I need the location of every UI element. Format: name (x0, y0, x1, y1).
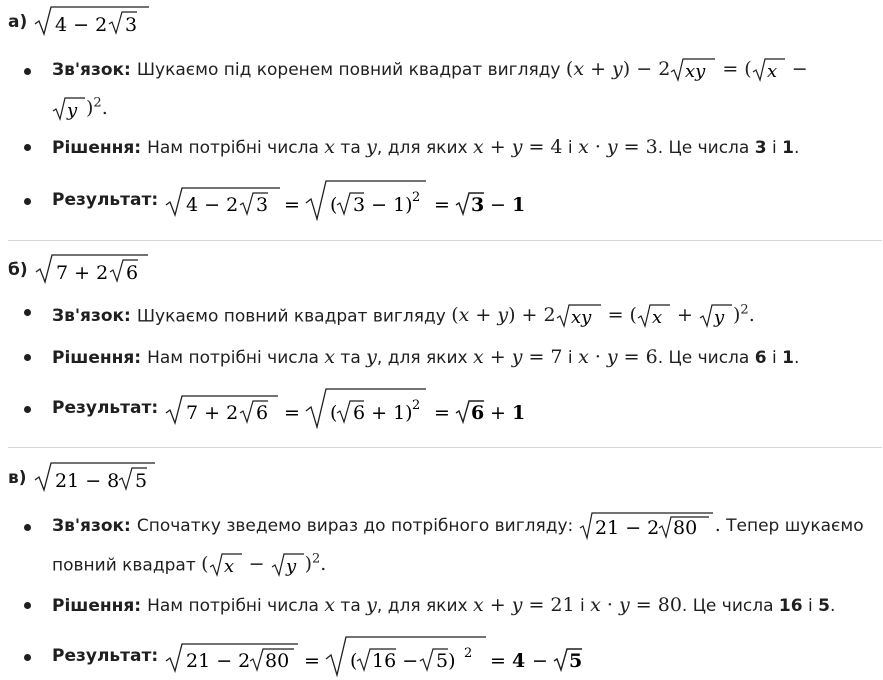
svg-text:6: 6 (471, 402, 485, 424)
svg-text:6: 6 (125, 262, 138, 284)
svg-text:+: + (490, 402, 507, 424)
section-heading (8, 2, 153, 42)
svg-text:xy: xy (685, 61, 706, 82)
svg-text:(: ( (330, 194, 338, 216)
svg-text:3 − 1): 3 − 1) (353, 194, 413, 216)
connection-label: Зв'язок: (52, 60, 131, 80)
number-2: 1 (782, 348, 794, 368)
product-value: 80 (657, 594, 682, 616)
solution-label: Рішення: (52, 348, 142, 368)
connection-label: Зв'язок: (52, 306, 131, 327)
svg-text:2: 2 (412, 190, 421, 205)
result-text (52, 388, 871, 428)
product-value: 6 (645, 346, 658, 368)
result-text (52, 180, 871, 220)
svg-text:4 − 2: 4 − 2 (55, 14, 108, 36)
result-label: Результат: (52, 190, 159, 210)
section-divider (8, 240, 882, 241)
connection-formula: (x + y) + 2 xy = ( x + y )$^2$. (451, 303, 755, 329)
svg-text:5): 5) (436, 650, 456, 672)
product-value: 3 (645, 136, 658, 158)
bullet-dot (24, 524, 31, 531)
connection-desc: Спочатку зведемо вираз до потрібного вигляду: (136, 516, 574, 536)
svg-text:16 −: 16 − (372, 650, 419, 672)
svg-text:1: 1 (512, 402, 526, 424)
svg-text:80: 80 (672, 517, 697, 539)
svg-text:5: 5 (134, 470, 147, 492)
svg-text:3: 3 (256, 194, 269, 216)
connection-text (52, 52, 871, 126)
connection-desc: Шукаємо повний квадрат вигляду (136, 306, 446, 327)
svg-text:21 − 2: 21 − 2 (594, 517, 659, 539)
svg-text:(: ( (350, 650, 358, 672)
svg-text:4 − 2: 4 − 2 (186, 194, 239, 216)
bullet-dot (24, 68, 31, 75)
svg-text:y: y (285, 556, 296, 578)
sum-value: 7 (550, 346, 563, 368)
connection-formula-cont: y )$^2$. (52, 97, 108, 119)
number-2: 1 (782, 138, 794, 158)
svg-text:2: 2 (412, 398, 421, 413)
number-1: 3 (754, 138, 767, 158)
svg-text:=: = (284, 194, 301, 216)
solution-label: Рішення: (52, 138, 142, 158)
section-heading (8, 250, 154, 290)
connection-formula: (x + y) − 2 xy = ( x − (565, 58, 808, 82)
section-letter: б) (8, 260, 28, 280)
section-heading (8, 458, 163, 498)
solution-text: Рішення: Нам потрібні числа x та y, для яких x + y = 21 і x · y = 80. Це числа 16 і 5. (52, 594, 836, 616)
connection-desc: Шукаємо під коренем повний квадрат вигляду (136, 60, 561, 80)
svg-text:6 + 1): 6 + 1) (353, 402, 413, 424)
svg-text:=: = (434, 194, 451, 216)
sum-value: 4 (550, 136, 563, 158)
svg-text:=: = (284, 402, 301, 424)
section-letter: в) (8, 468, 27, 488)
svg-text:=: = (490, 650, 507, 672)
bullet-dot (24, 354, 31, 361)
svg-text:21 − 8: 21 − 8 (54, 470, 119, 492)
number-2: 5 (818, 596, 830, 616)
svg-text:1: 1 (512, 194, 526, 216)
heading-expression (33, 460, 163, 496)
section-letter: а) (8, 12, 28, 32)
bullet-dot (24, 406, 31, 413)
number-1: 6 (754, 348, 767, 368)
section-divider (8, 447, 882, 448)
svg-text:y: y (713, 307, 725, 329)
svg-text:x: x (651, 307, 663, 329)
svg-text:7 + 2: 7 + 2 (186, 402, 239, 424)
svg-text:(: ( (330, 402, 338, 424)
connection-formula: 21 − 2 80 . (579, 514, 721, 536)
result-formula (164, 179, 554, 221)
svg-text:6: 6 (256, 402, 269, 424)
connection-text: Зв'язок: Спочатку зведемо вираз до потрібного вигляду: 21 − 2 80 . Тепер шукаємо повний квадрат ( x − y )$^2$. (52, 514, 864, 578)
svg-text:x: x (223, 556, 234, 578)
connection-text (52, 294, 871, 333)
svg-text:3: 3 (125, 14, 138, 36)
svg-text:x: x (766, 61, 777, 82)
svg-text:21 − 2: 21 − 2 (186, 650, 251, 672)
svg-text:−: − (490, 194, 507, 216)
solution-label: Рішення: (52, 596, 142, 616)
svg-text:4: 4 (512, 650, 526, 672)
svg-text:2: 2 (464, 646, 473, 661)
result-label: Результат: (52, 398, 159, 418)
svg-text:=: = (304, 650, 321, 672)
svg-text:3: 3 (471, 194, 485, 216)
svg-text:−: − (532, 650, 549, 672)
bullet-dot (24, 602, 31, 609)
bullet-dot (24, 144, 31, 151)
solution-text: Рішення: Нам потрібні числа x та y, для яких x + y = 7 і x · y = 6. Це числа 6 і 1. (52, 346, 800, 368)
heading-expression (34, 252, 154, 288)
svg-text:5: 5 (569, 650, 583, 672)
heading-expression (33, 4, 153, 40)
number-1: 16 (778, 596, 803, 616)
result-text (52, 636, 871, 676)
svg-text:7 + 2: 7 + 2 (55, 262, 108, 284)
svg-text:y: y (67, 100, 78, 122)
solution-text: Рішення: Нам потрібні числа x та y, для яких x + y = 4 і x · y = 3. Це числа 3 і 1. (52, 136, 800, 158)
svg-text:80: 80 (265, 650, 290, 672)
svg-text:=: = (434, 402, 451, 424)
bullet-dot (24, 198, 31, 205)
bullet-dot (24, 309, 31, 316)
connection-label: Зв'язок: (52, 516, 131, 536)
sum-value: 21 (550, 594, 575, 616)
result-label: Результат: (52, 646, 159, 666)
svg-text:xy: xy (570, 307, 591, 329)
bullet-dot (24, 654, 31, 661)
result-formula (164, 387, 554, 429)
result-formula (164, 635, 614, 677)
